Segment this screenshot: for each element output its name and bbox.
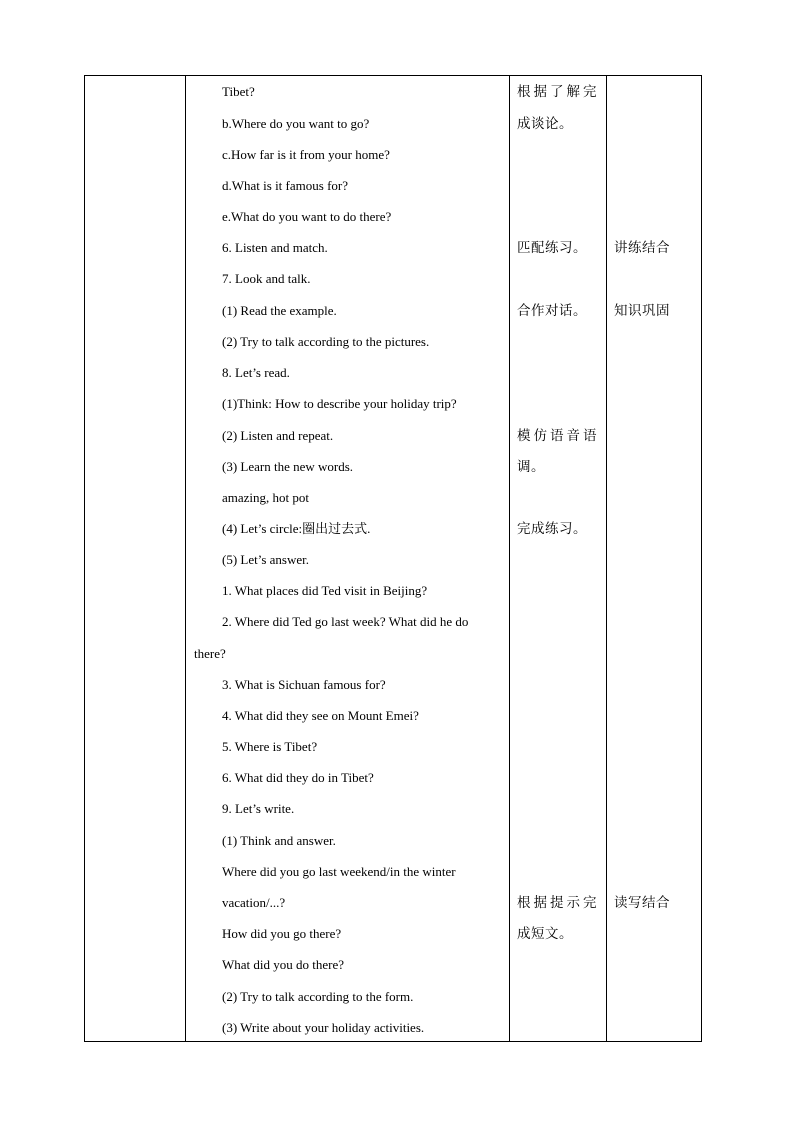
method-cell: [607, 76, 701, 1041]
intent-line: 根据了解完: [517, 84, 600, 100]
method-line: 讲练结合: [614, 240, 670, 256]
procedure-line: 4. What did they see on Mount Emei?: [222, 708, 419, 723]
procedure-line: d.What is it famous for?: [222, 178, 348, 193]
procedure-line: amazing, hot pot: [222, 490, 310, 505]
procedure-line: (2) Try to talk according to the pictures.: [222, 334, 430, 349]
procedure-cell: [186, 76, 509, 1041]
procedure-line: How did you go there?: [222, 926, 342, 941]
procedure-line: (3) Write about your holiday activities.: [222, 1020, 425, 1035]
intent-line: 调。: [517, 459, 545, 475]
intent-line: 成谈论。: [517, 116, 573, 132]
procedure-line: 6. Listen and match.: [222, 240, 328, 255]
procedure-line: 9. Let’s write.: [222, 801, 295, 816]
procedure-line: (2) Try to talk according to the form.: [222, 989, 414, 1004]
procedure-line: 2. Where did Ted go last week? What did he do: [222, 614, 469, 629]
procedure-line: Tibet?: [222, 84, 255, 99]
procedure-line: (1) Think and answer.: [222, 833, 336, 848]
procedure-line: (5) Let’s answer.: [222, 552, 310, 567]
lesson-table: [84, 75, 702, 1042]
method-line: 读写结合: [614, 895, 670, 911]
intent-line: 完成练习。: [517, 521, 587, 537]
procedure-line: 7. Look and talk.: [222, 271, 311, 286]
procedure-line: vacation/...?: [222, 895, 286, 910]
intent-line: 匹配练习。: [517, 240, 587, 256]
intent-line: 合作对话。: [517, 303, 587, 319]
intent-cell: [510, 76, 606, 1041]
procedure-line: b.Where do you want to go?: [222, 116, 370, 131]
intent-line: 根据提示完: [517, 895, 600, 911]
procedure-line: e.What do you want to do there?: [222, 209, 392, 224]
procedure-line: 1. What places did Ted visit in Beijing?: [222, 583, 428, 598]
intent-line: 模仿语音语: [517, 428, 600, 444]
procedure-line: 3. What is Sichuan famous for?: [222, 677, 386, 692]
procedure-line: there?: [194, 646, 226, 661]
procedure-line: 8. Let’s read.: [222, 365, 290, 380]
procedure-line: Where did you go last weekend/in the winter: [222, 864, 456, 879]
procedure-line: 5. Where is Tibet?: [222, 739, 318, 754]
procedure-line: What did you do there?: [222, 957, 345, 972]
procedure-line: (2) Listen and repeat.: [222, 428, 334, 443]
intent-line: 成短文。: [517, 926, 573, 942]
procedure-line: (4) Let’s circle:圈出过去式.: [222, 521, 371, 536]
procedure-line: 6. What did they do in Tibet?: [222, 770, 374, 785]
procedure-line: c.How far is it from your home?: [222, 147, 390, 162]
method-line: 知识巩固: [614, 303, 670, 319]
procedure-line: (1) Read the example.: [222, 303, 337, 318]
procedure-line: (1)Think: How to describe your holiday trip?: [222, 396, 457, 411]
procedure-line: (3) Learn the new words.: [222, 459, 354, 474]
